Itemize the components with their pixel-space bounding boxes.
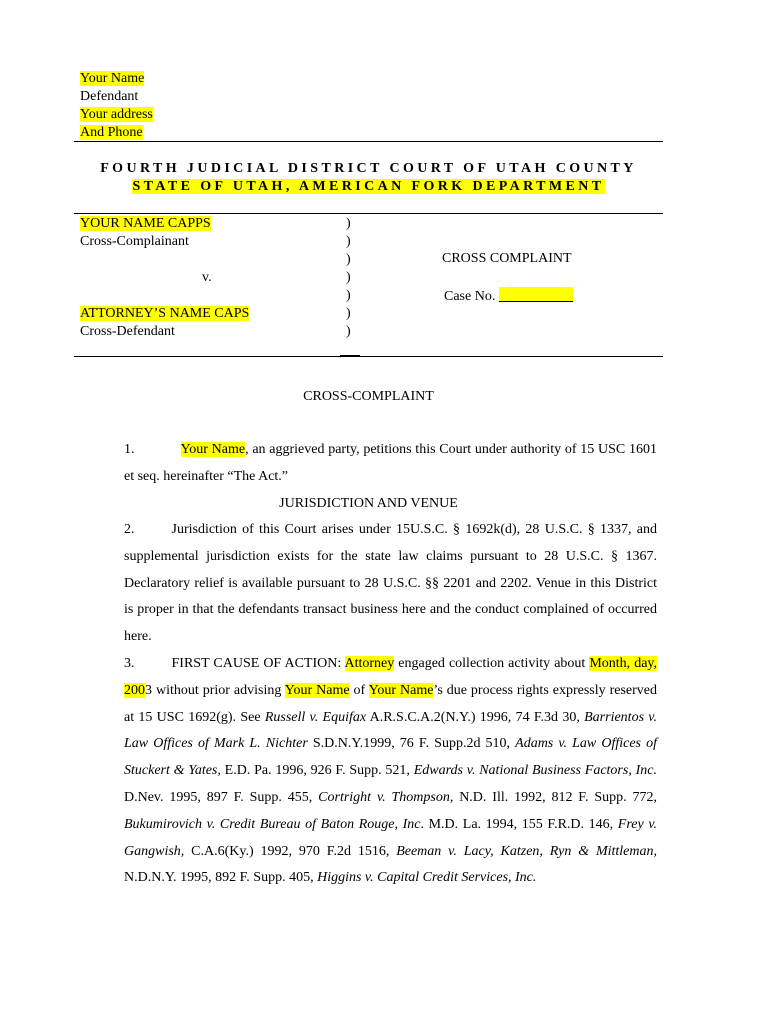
complaint-title: CROSS-COMPLAINT [303, 389, 434, 404]
paragraph-text: engaged collection activity about [394, 656, 590, 671]
caption-top-rule [74, 213, 663, 214]
paragraph-number: 2. [124, 522, 135, 537]
case-citation: Adams v. Law Offices of Stuckert & Yates, [124, 736, 657, 779]
date-placeholder: Month, day, 200 [124, 656, 657, 698]
case-number-blank[interactable] [499, 287, 573, 302]
case-number-label: Case No. [444, 289, 496, 304]
paragraph-number: 1. [124, 442, 135, 457]
citation-reference: A.R.S.C.A.2(N.Y.) 1996, 74 F.3d 30, [366, 709, 585, 725]
paragraph-text: , an aggrieved party, petitions this Court under authority of 15 USC 1601 et seq. hereinafter “The Act.” [124, 442, 657, 484]
case-citation: Higgins v. Capital Credit Services, Inc. [317, 870, 537, 886]
paragraph-text: ’s due process rights expressly reserved at 15 USC 1692(g). See [124, 682, 657, 725]
case-citation: Cortright v. Thompson, [318, 789, 454, 805]
party-name: Your Name [284, 682, 350, 698]
paren: ) [346, 252, 351, 267]
citation-reference: E.D. Pa. 1996, 926 F. Supp. 521, [220, 763, 414, 779]
paragraph-3 [124, 651, 657, 892]
citation-reference: N.D.N.Y. 1995, 892 F. Supp. 405, [124, 870, 318, 886]
court-department-text: STATE OF UTAH, AMERICAN FORK DEPARTMENT [132, 179, 605, 194]
case-citation: Beeman v. Lacy, Katzen, Ryn & Mittleman, [396, 843, 658, 859]
court-department [74, 179, 663, 195]
filer-header [80, 70, 153, 142]
citation-reference: N.D. Ill. 1992, 812 F. Supp. 772, [453, 789, 657, 805]
attorney-placeholder: Attorney [344, 656, 395, 671]
paren: ) [346, 234, 351, 249]
filer-role: Defendant [80, 89, 139, 104]
case-number [444, 287, 573, 305]
jurisdiction-heading: JURISDICTION AND VENUE [279, 496, 458, 511]
caption-parties [80, 215, 249, 341]
complainant-name: YOUR NAME CAPPS [80, 216, 211, 231]
citation-reference: S.D.N.Y.1999, 76 F. Supp.2d 510, [307, 736, 516, 752]
header-rule [74, 141, 663, 142]
filer-phone: And Phone [80, 125, 143, 140]
caption-parens [346, 215, 351, 341]
party-name: Your Name [368, 682, 434, 698]
cause-of-action-label: FIRST CAUSE OF ACTION: [171, 656, 345, 671]
paragraph-text: Jurisdiction of this Court arises under 15U.S.C. § 1692k(d), 28 U.S.C. § 1337, and supplemental jurisdiction exists for the state law claims pursuant to 28 U.S.C. § 1367. Declaratory relief is available pursuant to 28 U.S.C. §§ 2201 and 2202. Venue in this District is proper in that the defendants transact business here and the conduct complained of occurred here. [124, 522, 657, 645]
paren: ) [346, 288, 351, 303]
case-citation: Russell v. Equifax [264, 709, 367, 725]
defendant-role: Cross-Defendant [80, 324, 175, 339]
filer-name: Your Name [80, 71, 145, 86]
paren: ) [346, 306, 351, 321]
paren: ) [346, 270, 351, 285]
complainant-role: Cross-Complainant [80, 234, 189, 249]
court-name: FOURTH JUDICIAL DISTRICT COURT OF UTAH COUNTY [100, 161, 637, 176]
paren: ) [346, 216, 351, 231]
case-citation: Barrientos v. Law Offices of Mark L. Nichter [124, 709, 657, 752]
paragraph-text: 3 without prior advising [145, 682, 285, 698]
paragraph-1 [124, 437, 657, 491]
citation-reference: D.Nev. 1995, 897 F. Supp. 455, [124, 789, 319, 805]
paragraph-text: of [349, 682, 369, 698]
case-citation: Edwards v. National Business Factors, Inc. [413, 763, 657, 779]
paren: ) [346, 324, 351, 339]
citation-reference: . M.D. La. 1994, 155 F.R.D. 146, [420, 816, 618, 832]
paragraph-number: 3. [124, 656, 135, 671]
caption-bottom-rule [74, 356, 663, 357]
citation-reference: C.A.6(Ky.) 1992, 970 F.2d 1516, [184, 843, 397, 859]
filer-address: Your address [80, 107, 153, 122]
defendant-name: ATTORNEY’S NAME CAPS [80, 306, 250, 321]
document-title: CROSS COMPLAINT [442, 251, 572, 266]
versus: v. [202, 270, 212, 285]
case-citation: Frey v. Gangwish, [124, 816, 658, 859]
case-citation: Bukumirovich v. Credit Bureau of Baton Rouge, Inc [124, 816, 421, 832]
party-name: Your Name [180, 442, 246, 457]
paragraph-2 [124, 517, 657, 651]
